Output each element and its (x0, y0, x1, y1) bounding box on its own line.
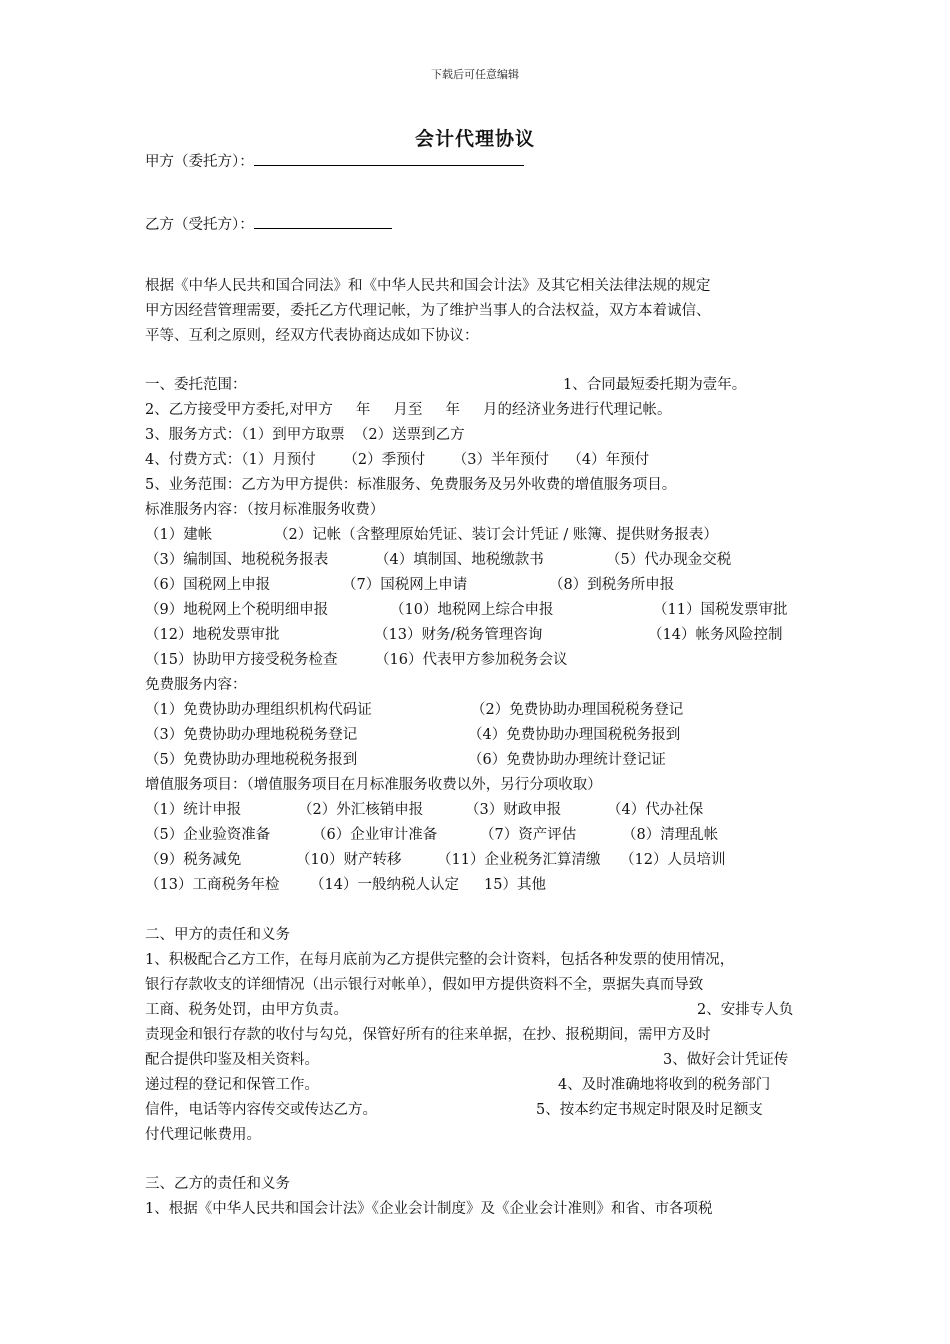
party-b-label: 乙方（受托方）： (145, 217, 254, 233)
page-header: 下载后可任意编辑 (431, 68, 519, 81)
value-item: （11）企业税务汇算清缴 (437, 852, 601, 868)
intro-line: 平等、互利之原则，经双方代表协商达成如下协议： (145, 328, 479, 344)
free-item: （5）免费协助办理地税税务报到 (145, 752, 358, 768)
free-service-heading: 免费服务内容： (145, 677, 247, 693)
value-item: （5）企业验资准备 (145, 827, 271, 843)
standard-item: （9）地税网上个税明细申报 (145, 602, 329, 618)
section3-line: 1、根据《中华人民共和国会计法》《企业会计制度》及《企业会计准则》和省、市各项税 (145, 1201, 713, 1217)
standard-item: （10）地税网上综合申报 (390, 602, 554, 618)
value-item: （2）外汇核销申报 (298, 802, 424, 818)
section3-heading: 三、乙方的责任和义务 (145, 1176, 290, 1192)
value-item: （3）财政申报 (465, 802, 562, 818)
free-item: （3）免费协助办理地税税务登记 (145, 727, 358, 743)
section2-item3-start: 3、做好会计凭证传 (663, 1052, 789, 1068)
section2-item4-start: 4、及时准确地将收到的税务部门 (558, 1077, 771, 1093)
section2-line: 信件，电话等内容传交或传达乙方。 (145, 1102, 377, 1118)
section2-line: 1、积极配合乙方工作，在每月底前为乙方提供完整的会计资料，包括各种发票的使用情况， (145, 952, 735, 968)
intro-line: 甲方因经营管理需要，委托乙方代理记帐，为了维护当事人的合法权益，双方本着诚信、 (145, 303, 711, 319)
free-item: （6）免费协助办理统计登记证 (468, 752, 666, 768)
standard-item: （1）建帐 (145, 527, 213, 543)
standard-item: （12）地税发票审批 (145, 627, 280, 643)
section1-item2: 2、乙方接受甲方委托,对甲方 年 月至 年 月的经济业务进行代理记帐。 (145, 402, 672, 418)
value-item: （10）财产转移 (296, 852, 402, 868)
standard-item: （11）国税发票审批 (653, 602, 788, 618)
section2-line: 配合提供印鉴及相关资料。 (145, 1052, 319, 1068)
section2-line: 工商、税务处罚，由甲方负责。 (145, 1002, 348, 1018)
standard-item: （15）协助甲方接受税务检查 (145, 652, 338, 668)
section1-item4: 4、付费方式：（1）月预付 （2）季预付 （3）半年预付 （4）年预付 (145, 452, 650, 468)
free-item: （2）免费协助办理国税税务登记 (471, 702, 684, 718)
intro-line: 根据《中华人民共和国合同法》和《中华人民共和国会计法》及其它相关法律法规的规定 (145, 278, 711, 294)
value-item: （13）工商税务年检 (145, 877, 280, 893)
value-service-heading: 增值服务项目：（增值服务项目在月标准服务收费以外，另行分项收取） (145, 777, 602, 793)
standard-item: （16）代表甲方参加税务会议 (375, 652, 568, 668)
free-item: （4）免费协助办理国税税务报到 (468, 727, 681, 743)
standard-item: （5）代办现金交税 (606, 552, 732, 568)
document-title: 会计代理协议 (414, 128, 535, 150)
section1-item1: 1、合同最短委托期为壹年。 (563, 377, 747, 393)
standard-item: （14）帐务风险控制 (648, 627, 783, 643)
section2-item2-start: 2、安排专人负 (697, 1002, 794, 1018)
value-item: （1）统计申报 (145, 802, 242, 818)
party-b-line (145, 214, 392, 235)
section2-line: 付代理记帐费用。 (145, 1127, 261, 1143)
value-item: （4）代办社保 (607, 802, 704, 818)
value-item: （12）人员培训 (620, 852, 726, 868)
value-item: （8）清理乱帐 (622, 827, 719, 843)
section2-line: 责现金和银行存款的收付与勾兑，保管好所有的往来单据，在抄、报税期间，需甲方及时 (145, 1027, 711, 1043)
value-item: 15）其他 (484, 877, 546, 893)
standard-item: （8）到税务所申报 (549, 577, 675, 593)
section1-item5: 5、业务范围：乙方为甲方提供：标准服务、免费服务及另外收费的增值服务项目。 (145, 477, 677, 493)
standard-item: （13）财务/税务管理咨询 (374, 627, 543, 643)
section1-heading: 一、委托范围： (145, 377, 247, 393)
value-item: （6）企业审计准备 (312, 827, 438, 843)
value-item: （14）一般纳税人认定 (310, 877, 459, 893)
party-a-blank (254, 151, 524, 166)
standard-item: （2）记帐（含整理原始凭证、装订会计凭证 / 账簿、提供财务报表） (274, 527, 718, 543)
party-a-label: 甲方（委托方）： (145, 154, 254, 170)
standard-item: （3）编制国、地税税务报表 (145, 552, 329, 568)
value-item: （9）税务减免 (145, 852, 242, 868)
section2-heading: 二、甲方的责任和义务 (145, 927, 290, 943)
standard-item: （4）填制国、地税缴款书 (375, 552, 544, 568)
standard-service-heading: 标准服务内容：（按月标准服务收费） (145, 502, 385, 518)
section2-item5-start: 5、按本约定书规定时限及时足额支 (536, 1102, 763, 1118)
party-a-line (145, 151, 524, 172)
party-b-blank (254, 214, 392, 229)
section2-line: 银行存款收支的详细情况（出示银行对帐单），假如甲方提供资料不全，票据失真而导致 (145, 977, 704, 993)
value-item: （7）资产评估 (480, 827, 577, 843)
section1-item3: 3、服务方式：（1）到甲方取票 （2）送票到乙方 (145, 427, 465, 443)
free-item: （1）免费协助办理组织机构代码证 (145, 702, 372, 718)
section2-line: 递过程的登记和保管工作。 (145, 1077, 319, 1093)
standard-item: （7）国税网上申请 (342, 577, 468, 593)
standard-item: （6）国税网上申报 (145, 577, 271, 593)
